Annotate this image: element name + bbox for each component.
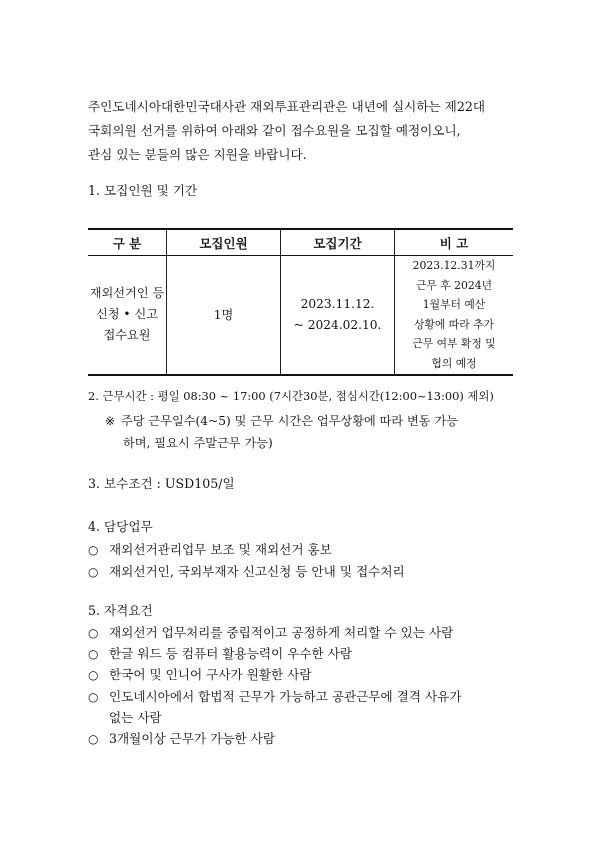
table-row	[88, 256, 513, 375]
list-item	[88, 622, 453, 641]
remark-line: 2023.12.31까지	[412, 259, 496, 273]
category-line: 신청 • 신고	[95, 307, 159, 322]
duty-text: 재외선거관리업무 보조 및 재외선거 홍보	[109, 542, 332, 557]
qualification-text: 한글 워드 등 컴퓨터 활용능력이 우수한 사람	[109, 646, 352, 661]
section-4-title: 4. 담당업무	[88, 519, 153, 534]
remark-line: 1월부터 예산	[422, 298, 486, 312]
recruitment-table	[88, 228, 513, 376]
section-1-title: 1. 모집인원 및 기간	[88, 183, 198, 198]
circle-bullet-icon: ○	[88, 732, 99, 746]
circle-bullet-icon: ○	[88, 626, 99, 640]
intro-line: 관심 있는 분들의 많은 지원을 바랍니다.	[88, 147, 307, 162]
work-hours-note	[105, 412, 458, 429]
header-remarks: 비 고	[395, 229, 514, 256]
section-3-title: 3. 보수조건 : USD105/일	[88, 476, 235, 491]
qualification-text: 인도네시아에서 합법적 근무가 가능하고 공관근무에 결격 사유가	[109, 689, 462, 704]
duty-text: 재외선거인, 국외부재자 신고신청 등 안내 및 접수처리	[109, 564, 405, 579]
intro-paragraph	[88, 95, 518, 167]
table-header-row	[88, 229, 513, 256]
remark-line: 근무 후 2024년	[415, 278, 493, 292]
intro-line: 국회의원 선거를 위하여 아래와 같이 접수요원을 모집할 예정이오니,	[88, 123, 461, 138]
circle-bullet-icon: ○	[88, 543, 99, 557]
work-hours-note-line-2: 하며, 필요시 주말근무 가능)	[123, 436, 273, 450]
circle-bullet-icon: ○	[88, 565, 99, 579]
intro-line: 주인도네시아대한민국대사관 재외투표관리관은 내년에 실시하는 제22대	[88, 99, 486, 114]
category-line: 접수요원	[103, 328, 151, 343]
header-headcount: 모집인원	[167, 229, 281, 256]
cell-remarks	[395, 256, 514, 375]
remark-line: 근무 여부 확정 및	[412, 337, 496, 351]
section-2-title: 2. 근무시간 : 평일 08:30 ~ 17:00 (7시간30분, 점심시간(12:00~13:00) 제외)	[88, 389, 494, 403]
remark-line: 협의 예정	[431, 356, 477, 370]
period-line: 2023.11.12.	[300, 296, 375, 311]
qualification-continuation: 없는 사람	[109, 710, 162, 725]
header-period: 모집기간	[281, 229, 395, 256]
circle-bullet-icon: ○	[88, 647, 99, 661]
cell-headcount: 1명	[167, 256, 281, 375]
list-item	[88, 561, 405, 580]
circle-bullet-icon: ○	[88, 690, 99, 704]
cell-period	[281, 256, 395, 375]
list-item	[88, 728, 275, 747]
list-item	[88, 643, 352, 662]
qualification-text: 한국어 및 인니어 구사가 원활한 사람	[109, 667, 312, 682]
work-hours-note-line-1: 주당 근무일수(4~5) 및 근무 시간은 업무상황에 따라 변동 가능	[121, 414, 459, 428]
circle-bullet-icon: ○	[88, 668, 99, 682]
list-item	[88, 664, 312, 683]
list-item	[88, 686, 462, 705]
qualification-text: 재외선거 업무처리를 중립적이고 공정하게 처리할 수 있는 사람	[109, 625, 454, 640]
remark-line: 상황에 따라 추가	[414, 317, 494, 331]
qualification-text: 3개월이상 근무가 가능한 사람	[109, 731, 276, 746]
header-category: 구 분	[88, 229, 167, 256]
reference-mark-icon: ※	[105, 414, 116, 428]
section-5-title: 5. 자격요건	[88, 603, 153, 618]
list-item	[88, 539, 332, 558]
period-line: ~ 2024.02.10.	[293, 317, 382, 332]
cell-category	[88, 256, 167, 375]
category-line: 재외선거인 등	[89, 286, 165, 301]
